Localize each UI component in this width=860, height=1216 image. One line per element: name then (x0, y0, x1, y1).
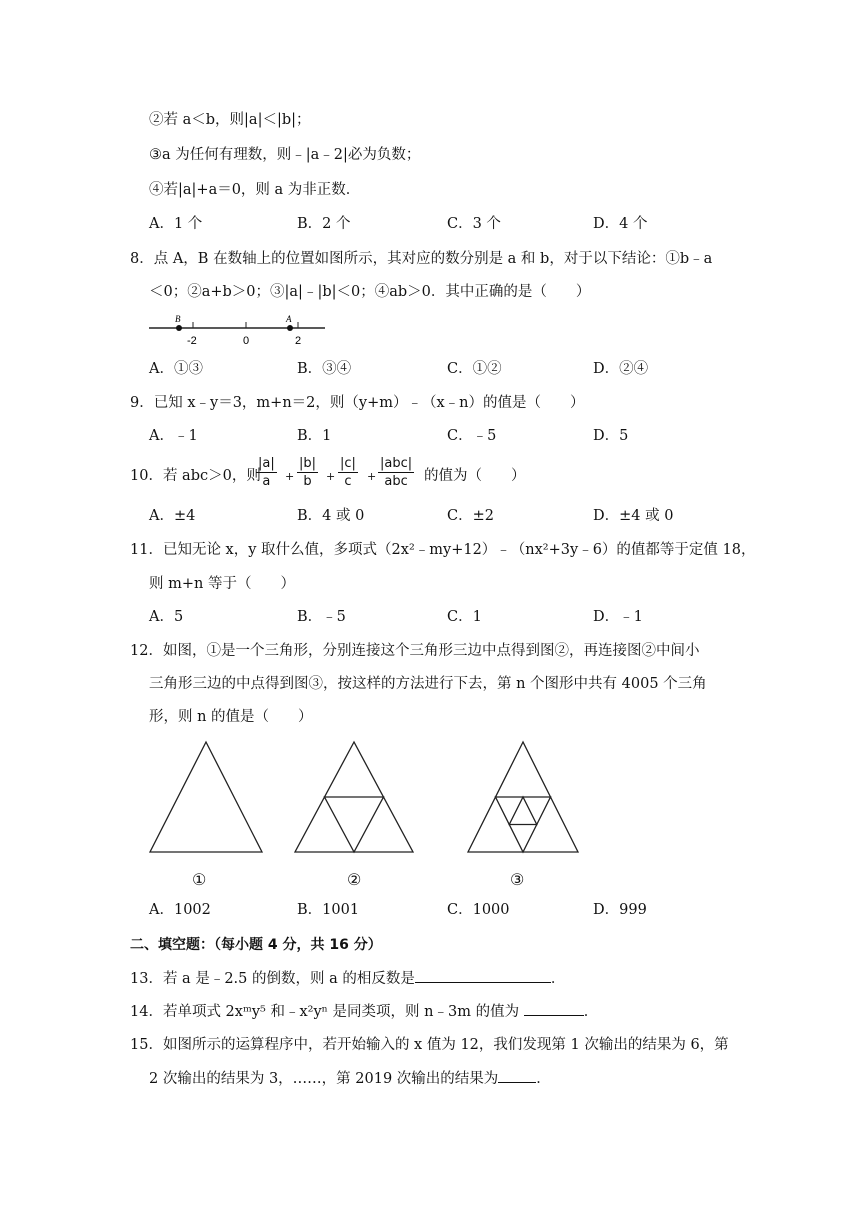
fraction-b (297, 456, 318, 491)
q8-line-2: ＜0；②a+b＞0；③|a|﹣|b|＜0；④ab＞0．其中正确的是（ ） (149, 284, 591, 300)
fraction-c-numerator: |c| (340, 456, 356, 471)
q8-option-b: B．③④ (297, 361, 352, 377)
q7-statement-4: ④若|a|+a＝0，则 a 为非正数． (149, 182, 361, 198)
q8-option-d: D．②④ (593, 361, 649, 377)
q8-line-1: 8．点 A，B 在数轴上的位置如图所示，其对应的数分别是 a 和 b，对于以下结论：①b﹣a (130, 251, 713, 267)
fraction-abc-numerator: |abc| (380, 456, 413, 471)
figure-2-caption: ② (347, 870, 362, 889)
plus-sign: + (367, 470, 377, 483)
q10-option-b: B．4 或 0 (297, 508, 365, 524)
q11-line-2: 则 m+n 等于（ ） (149, 576, 295, 592)
q12-line-2: 三角形三边的中点得到图③，按这样的方法进行下去，第 n 个图形中共有 4005 个三角 (149, 676, 707, 692)
q8-option-a: A．①③ (149, 361, 203, 377)
answer-blank[interactable] (524, 1001, 584, 1016)
triangle-figure-1 (148, 740, 264, 854)
q10-option-c: C．±2 (447, 508, 494, 524)
number-line-figure (145, 310, 330, 350)
q9-option-d: D．5 (593, 428, 629, 444)
q7-option-c: C．3 个 (447, 216, 501, 232)
triangle-figure-3 (466, 740, 580, 854)
q13-line (130, 968, 565, 989)
q11-option-c: C．1 (447, 609, 482, 625)
q12-option-c: C．1000 (447, 902, 510, 918)
figure-1-caption: ① (192, 870, 207, 889)
q12-line-1: 12．如图，①是一个三角形，分别连接这个三角形三边中点得到图②，再连接图②中间小 (130, 643, 700, 659)
q12-line-3: 形，则 n 的值是（ ） (149, 709, 313, 725)
point-b (176, 325, 182, 331)
inner-midpoint-triangle (509, 797, 537, 825)
q11-line-1: 11．已知无论 x，y 取什么值，多项式（2x²﹣my+12）﹣（nx²+3y﹣6）的值都等于定值 18， (130, 542, 756, 558)
q15-text: 2 次输出的结果为 3，……，第 2019 次输出的结果为 (149, 1071, 499, 1087)
fraction-a-denominator: a (262, 474, 271, 489)
q7-option-d: D．4 个 (593, 216, 648, 232)
fraction-abc-denominator: abc (384, 474, 408, 489)
fraction-b-denominator: b (303, 474, 312, 489)
q12-option-d: D．999 (593, 902, 647, 918)
q14-line (130, 1001, 598, 1022)
q7-option-b: B．2 个 (297, 216, 351, 232)
q10-option-d: D．±4 或 0 (593, 508, 674, 524)
tick-label-2: 2 (295, 335, 302, 347)
q10-option-a: A．±4 (149, 508, 196, 524)
q12-option-a: A．1002 (149, 902, 211, 918)
q7-statement-2: ②若 a＜b，则|a|＜|b|； (149, 112, 311, 128)
point-a (287, 325, 293, 331)
plus-sign: + (326, 470, 336, 483)
fraction-a-numerator: |a| (258, 456, 275, 471)
midpoint-triangle (325, 797, 384, 852)
q9-text: 9．已知 x﹣y＝3，m+n＝2，则（y+m）﹣（x﹣n）的值是（ ） (130, 395, 585, 411)
q13-period: ． (550, 971, 566, 987)
tick-label-0: 0 (243, 335, 250, 347)
q14-period: ． (583, 1004, 599, 1020)
q10-prefix: 10．若 abc＞0，则 (130, 468, 261, 484)
q11-option-b: B．﹣5 (297, 609, 346, 625)
q7-statement-3: ③a 为任何有理数，则﹣|a﹣2|必为负数； (149, 147, 421, 163)
answer-blank[interactable] (415, 968, 551, 983)
q11-option-d: D．﹣1 (593, 609, 643, 625)
outer-triangle (150, 742, 262, 852)
fraction-abc (378, 456, 414, 491)
q12-option-b: B．1001 (297, 902, 360, 918)
fraction-a (256, 456, 277, 491)
figure-3-caption: ③ (510, 870, 525, 889)
q9-option-c: C．﹣5 (447, 428, 497, 444)
q9-option-a: A．﹣1 (149, 428, 198, 444)
fraction-c (338, 456, 358, 491)
q9-option-b: B．1 (297, 428, 332, 444)
q15-period: ． (536, 1071, 551, 1087)
fraction-c-denominator: c (344, 474, 352, 489)
q13-text: 13．若 a 是﹣2.5 的倒数，则 a 的相反数是 (130, 971, 415, 987)
q10-suffix: 的值为（ ） (424, 468, 526, 484)
point-b-label: B (175, 314, 181, 324)
point-a-label: A (286, 314, 292, 324)
plus-sign: + (285, 470, 295, 483)
q15-line-1: 15．如图所示的运算程序中，若开始输入的 x 值为 12，我们发现第 1 次输出的结果为 6，第 (130, 1037, 729, 1053)
triangle-figure-2 (293, 740, 415, 854)
fraction-b-numerator: |b| (299, 456, 317, 471)
q8-option-c: C．①② (447, 361, 502, 377)
section-heading: 二、填空题：（每小题 4 分，共 16 分） (130, 937, 382, 953)
answer-blank[interactable] (498, 1068, 536, 1083)
q15-line-2 (149, 1068, 551, 1089)
q11-option-a: A．5 (149, 609, 184, 625)
tick-label-neg2: -2 (187, 335, 197, 347)
q7-option-a: A．1 个 (149, 216, 203, 232)
q14-text: 14．若单项式 2xᵐy⁵ 和﹣x²yⁿ 是同类项，则 n﹣3m 的值为 (130, 1004, 524, 1020)
